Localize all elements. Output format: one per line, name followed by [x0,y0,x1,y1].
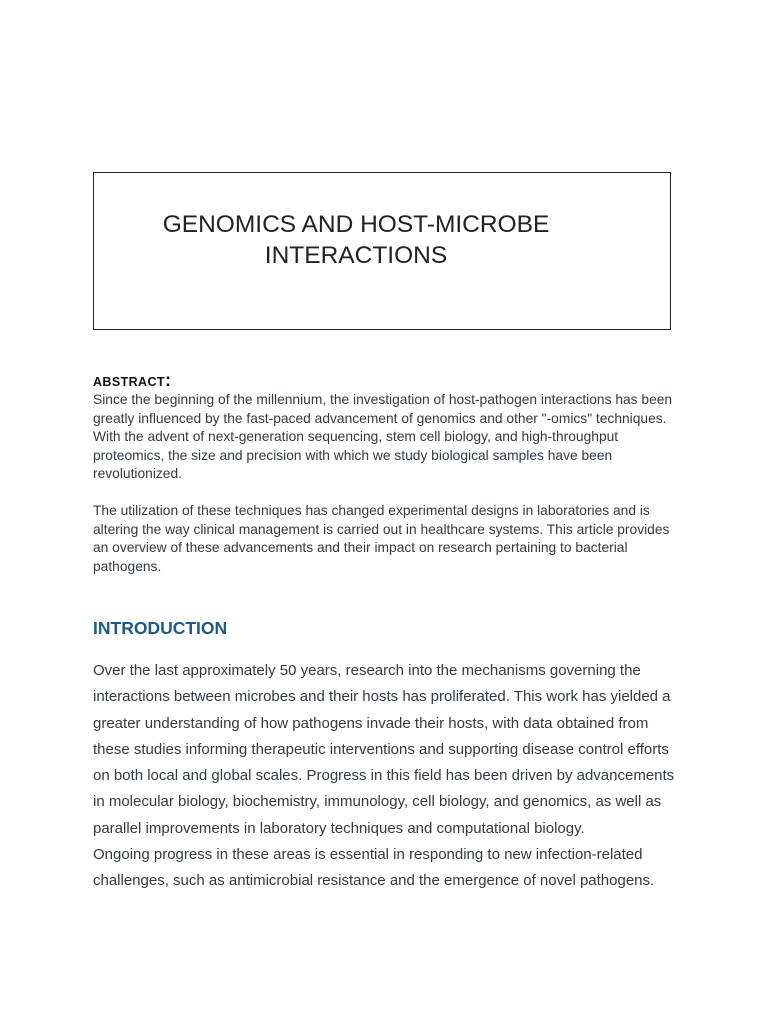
abstract-heading [93,369,673,391]
abstract-colon: : [164,370,172,390]
abstract-section [93,369,673,576]
document-title [156,209,556,271]
abstract-paragraph-1: Since the beginning of the millennium, the investigation of host-pathogen interactions has been greatly influenced by the fast-paced advancement of genomics and other "-omics" techniques. With the advent of next-generation sequencing, stem cell biology, and high-throughput proteomics, the size and precision with which we study biological samples have been revolutionized. [93,392,673,482]
document-title-line-2: INTERACTIONS [264,242,448,269]
abstract-label: ABSTRACT [93,375,165,389]
abstract-paragraph-2: The utilization of these techniques has changed experimental designs in laboratories and is altering the way clinical management is carried out in healthcare systems. This article provides an overview of these advancements and their impact on research pertaining to bacterial pathogens. [93,502,670,574]
title-box [93,172,671,330]
document-title-line-1: GENOMICS AND HOST-MICROBE [162,211,550,238]
introduction-paragraph-2: Ongoing progress in these areas is essential in responding to new infection-related challenges, such as antimicrobial resistance and the emergence of novel pathogens. [93,846,655,890]
introduction-paragraph-1: Over the last approximately 50 years, research into the mechanisms governing the interactions between microbes and their hosts has proliferated. This work has yielded a greater understanding of how pathogens invade their hosts, with data obtained from these studies informing therapeutic interventions and supporting disease control efforts on both local and global scales. Progress in this field has been driven by advancements in molecular biology, biochemistry, immunology, cell biology, and genomics, as well as parallel improvements in laboratory techniques and computational biology. [93,662,675,837]
introduction-section [93,658,678,895]
introduction-heading: INTRODUCTION [93,618,228,638]
